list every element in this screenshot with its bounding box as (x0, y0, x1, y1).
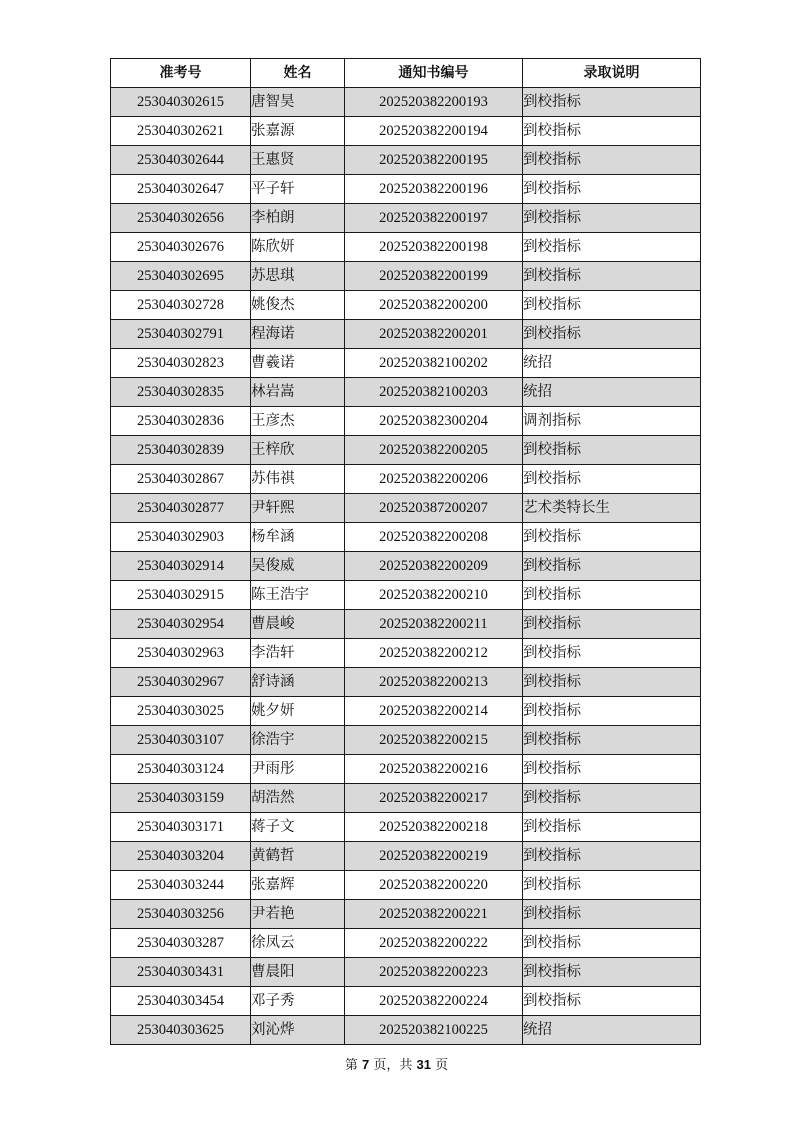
cell-admission-note: 统招 (523, 349, 701, 378)
cell-admission-note: 到校指标 (523, 581, 701, 610)
cell-notice-number: 202520382200200 (345, 291, 523, 320)
table-row (111, 465, 701, 494)
footer-suffix: 页 (435, 1058, 449, 1073)
cell-exam-number: 253040302823 (111, 349, 251, 378)
cell-admission-note: 到校指标 (523, 755, 701, 784)
table-row (111, 842, 701, 871)
cell-notice-number: 202520382200210 (345, 581, 523, 610)
cell-notice-number: 202520382200208 (345, 523, 523, 552)
cell-notice-number: 202520382200220 (345, 871, 523, 900)
cell-notice-number: 202520382100202 (345, 349, 523, 378)
cell-exam-number: 253040302915 (111, 581, 251, 610)
cell-name: 徐浩宇 (251, 726, 345, 755)
table-row (111, 1016, 701, 1045)
table-row (111, 204, 701, 233)
table-row (111, 871, 701, 900)
header-notice-number: 通知书编号 (345, 59, 523, 88)
table-row (111, 117, 701, 146)
table-row (111, 407, 701, 436)
cell-admission-note: 统招 (523, 378, 701, 407)
cell-exam-number: 253040302963 (111, 639, 251, 668)
cell-notice-number: 202520382200217 (345, 784, 523, 813)
cell-name: 唐智昊 (251, 88, 345, 117)
cell-admission-note: 到校指标 (523, 117, 701, 146)
table-row (111, 175, 701, 204)
cell-exam-number: 253040302656 (111, 204, 251, 233)
cell-name: 王彦杰 (251, 407, 345, 436)
cell-exam-number: 253040302914 (111, 552, 251, 581)
cell-name: 吴俊威 (251, 552, 345, 581)
cell-notice-number: 202520382200193 (345, 88, 523, 117)
cell-notice-number: 202520382200219 (345, 842, 523, 871)
cell-exam-number: 253040303454 (111, 987, 251, 1016)
cell-name: 曹晨峻 (251, 610, 345, 639)
cell-notice-number: 202520382200198 (345, 233, 523, 262)
cell-exam-number: 253040302695 (111, 262, 251, 291)
table-row (111, 320, 701, 349)
cell-name: 姚夕妍 (251, 697, 345, 726)
cell-notice-number: 202520382200195 (345, 146, 523, 175)
cell-exam-number: 253040302967 (111, 668, 251, 697)
cell-name: 张嘉源 (251, 117, 345, 146)
cell-admission-note: 到校指标 (523, 320, 701, 349)
cell-name: 邓子秀 (251, 987, 345, 1016)
cell-admission-note: 到校指标 (523, 262, 701, 291)
cell-notice-number: 202520382200218 (345, 813, 523, 842)
cell-notice-number: 202520382200214 (345, 697, 523, 726)
cell-exam-number: 253040302621 (111, 117, 251, 146)
cell-name: 王梓欣 (251, 436, 345, 465)
cell-name: 张嘉辉 (251, 871, 345, 900)
table-row (111, 610, 701, 639)
cell-exam-number: 253040303025 (111, 697, 251, 726)
cell-admission-note: 到校指标 (523, 146, 701, 175)
table-row (111, 349, 701, 378)
table-row (111, 146, 701, 175)
cell-exam-number: 253040302615 (111, 88, 251, 117)
table-row (111, 436, 701, 465)
cell-admission-note: 调剂指标 (523, 407, 701, 436)
header-row (111, 59, 701, 88)
cell-name: 陈王浩宇 (251, 581, 345, 610)
cell-exam-number: 253040302903 (111, 523, 251, 552)
cell-exam-number: 253040303244 (111, 871, 251, 900)
header-admission-note: 录取说明 (523, 59, 701, 88)
table-row (111, 697, 701, 726)
admission-table (110, 58, 701, 1045)
cell-notice-number: 202520382200196 (345, 175, 523, 204)
cell-exam-number: 253040302877 (111, 494, 251, 523)
cell-admission-note: 到校指标 (523, 697, 701, 726)
cell-name: 李浩轩 (251, 639, 345, 668)
cell-admission-note: 到校指标 (523, 929, 701, 958)
cell-name: 杨牟涵 (251, 523, 345, 552)
cell-notice-number: 202520382200201 (345, 320, 523, 349)
cell-admission-note: 到校指标 (523, 436, 701, 465)
cell-exam-number: 253040302647 (111, 175, 251, 204)
header-name: 姓名 (251, 59, 345, 88)
cell-admission-note: 到校指标 (523, 726, 701, 755)
table-row (111, 784, 701, 813)
cell-notice-number: 202520382200213 (345, 668, 523, 697)
cell-admission-note: 到校指标 (523, 668, 701, 697)
cell-notice-number: 202520382200212 (345, 639, 523, 668)
cell-admission-note: 到校指标 (523, 175, 701, 204)
table-row (111, 233, 701, 262)
cell-admission-note: 到校指标 (523, 958, 701, 987)
cell-exam-number: 253040302867 (111, 465, 251, 494)
table-row (111, 639, 701, 668)
cell-admission-note: 到校指标 (523, 204, 701, 233)
cell-exam-number: 253040303287 (111, 929, 251, 958)
cell-notice-number: 202520382200224 (345, 987, 523, 1016)
table-row (111, 900, 701, 929)
cell-notice-number: 202520382200211 (345, 610, 523, 639)
table-row (111, 552, 701, 581)
cell-admission-note: 艺术类特长生 (523, 494, 701, 523)
cell-notice-number: 202520382200205 (345, 436, 523, 465)
cell-exam-number: 253040303171 (111, 813, 251, 842)
cell-notice-number: 202520382100203 (345, 378, 523, 407)
table-row (111, 291, 701, 320)
cell-admission-note: 统招 (523, 1016, 701, 1045)
cell-name: 李柏朗 (251, 204, 345, 233)
cell-notice-number: 202520382200215 (345, 726, 523, 755)
table-row (111, 523, 701, 552)
cell-exam-number: 253040303204 (111, 842, 251, 871)
cell-exam-number: 253040302676 (111, 233, 251, 262)
cell-admission-note: 到校指标 (523, 552, 701, 581)
footer-middle: 页，共 (373, 1058, 413, 1073)
page-footer (0, 1054, 793, 1073)
footer-total-pages: 31 (416, 1057, 431, 1072)
cell-admission-note: 到校指标 (523, 610, 701, 639)
cell-exam-number: 253040303159 (111, 784, 251, 813)
cell-name: 王惠贤 (251, 146, 345, 175)
cell-name: 舒诗涵 (251, 668, 345, 697)
cell-notice-number: 202520382200206 (345, 465, 523, 494)
cell-name: 苏伟祺 (251, 465, 345, 494)
cell-admission-note: 到校指标 (523, 465, 701, 494)
cell-admission-note: 到校指标 (523, 233, 701, 262)
table-row (111, 581, 701, 610)
table-row (111, 755, 701, 784)
cell-exam-number: 253040303124 (111, 755, 251, 784)
table-row (111, 668, 701, 697)
cell-exam-number: 253040302835 (111, 378, 251, 407)
cell-admission-note: 到校指标 (523, 813, 701, 842)
cell-exam-number: 253040302791 (111, 320, 251, 349)
cell-exam-number: 253040303625 (111, 1016, 251, 1045)
cell-notice-number: 202520382200194 (345, 117, 523, 146)
cell-admission-note: 到校指标 (523, 639, 701, 668)
cell-admission-note: 到校指标 (523, 987, 701, 1016)
cell-name: 徐凤云 (251, 929, 345, 958)
cell-name: 姚俊杰 (251, 291, 345, 320)
cell-name: 刘沁烨 (251, 1016, 345, 1045)
cell-notice-number: 202520382200199 (345, 262, 523, 291)
table-row (111, 813, 701, 842)
footer-page-number: 7 (362, 1057, 370, 1072)
header-exam-number: 准考号 (111, 59, 251, 88)
cell-name: 尹轩熙 (251, 494, 345, 523)
cell-notice-number: 202520382200221 (345, 900, 523, 929)
cell-name: 平子轩 (251, 175, 345, 204)
cell-name: 蒋子文 (251, 813, 345, 842)
cell-admission-note: 到校指标 (523, 523, 701, 552)
cell-admission-note: 到校指标 (523, 842, 701, 871)
cell-notice-number: 202520387200207 (345, 494, 523, 523)
cell-name: 程海诺 (251, 320, 345, 349)
cell-admission-note: 到校指标 (523, 900, 701, 929)
cell-exam-number: 253040302836 (111, 407, 251, 436)
table-row (111, 726, 701, 755)
cell-name: 尹若艳 (251, 900, 345, 929)
table-row (111, 378, 701, 407)
cell-admission-note: 到校指标 (523, 871, 701, 900)
table-row (111, 494, 701, 523)
cell-notice-number: 202520382200223 (345, 958, 523, 987)
cell-exam-number: 253040302728 (111, 291, 251, 320)
cell-exam-number: 253040302839 (111, 436, 251, 465)
table-row (111, 262, 701, 291)
footer-prefix: 第 (344, 1058, 358, 1073)
table-row (111, 958, 701, 987)
cell-notice-number: 202520382100225 (345, 1016, 523, 1045)
cell-name: 苏思琪 (251, 262, 345, 291)
table-header (111, 59, 701, 88)
cell-name: 林岩嵩 (251, 378, 345, 407)
cell-exam-number: 253040302954 (111, 610, 251, 639)
cell-name: 陈欣妍 (251, 233, 345, 262)
cell-notice-number: 202520382200222 (345, 929, 523, 958)
cell-name: 尹雨彤 (251, 755, 345, 784)
cell-exam-number: 253040302644 (111, 146, 251, 175)
cell-name: 曹羲诺 (251, 349, 345, 378)
cell-notice-number: 202520382200197 (345, 204, 523, 233)
cell-notice-number: 202520382300204 (345, 407, 523, 436)
cell-exam-number: 253040303431 (111, 958, 251, 987)
cell-name: 黄鹤哲 (251, 842, 345, 871)
cell-notice-number: 202520382200216 (345, 755, 523, 784)
cell-notice-number: 202520382200209 (345, 552, 523, 581)
table-row (111, 929, 701, 958)
table-body (111, 88, 701, 1045)
table-row (111, 88, 701, 117)
cell-name: 胡浩然 (251, 784, 345, 813)
cell-exam-number: 253040303107 (111, 726, 251, 755)
cell-name: 曹晨阳 (251, 958, 345, 987)
cell-admission-note: 到校指标 (523, 291, 701, 320)
cell-admission-note: 到校指标 (523, 784, 701, 813)
table-row (111, 987, 701, 1016)
cell-exam-number: 253040303256 (111, 900, 251, 929)
cell-admission-note: 到校指标 (523, 88, 701, 117)
